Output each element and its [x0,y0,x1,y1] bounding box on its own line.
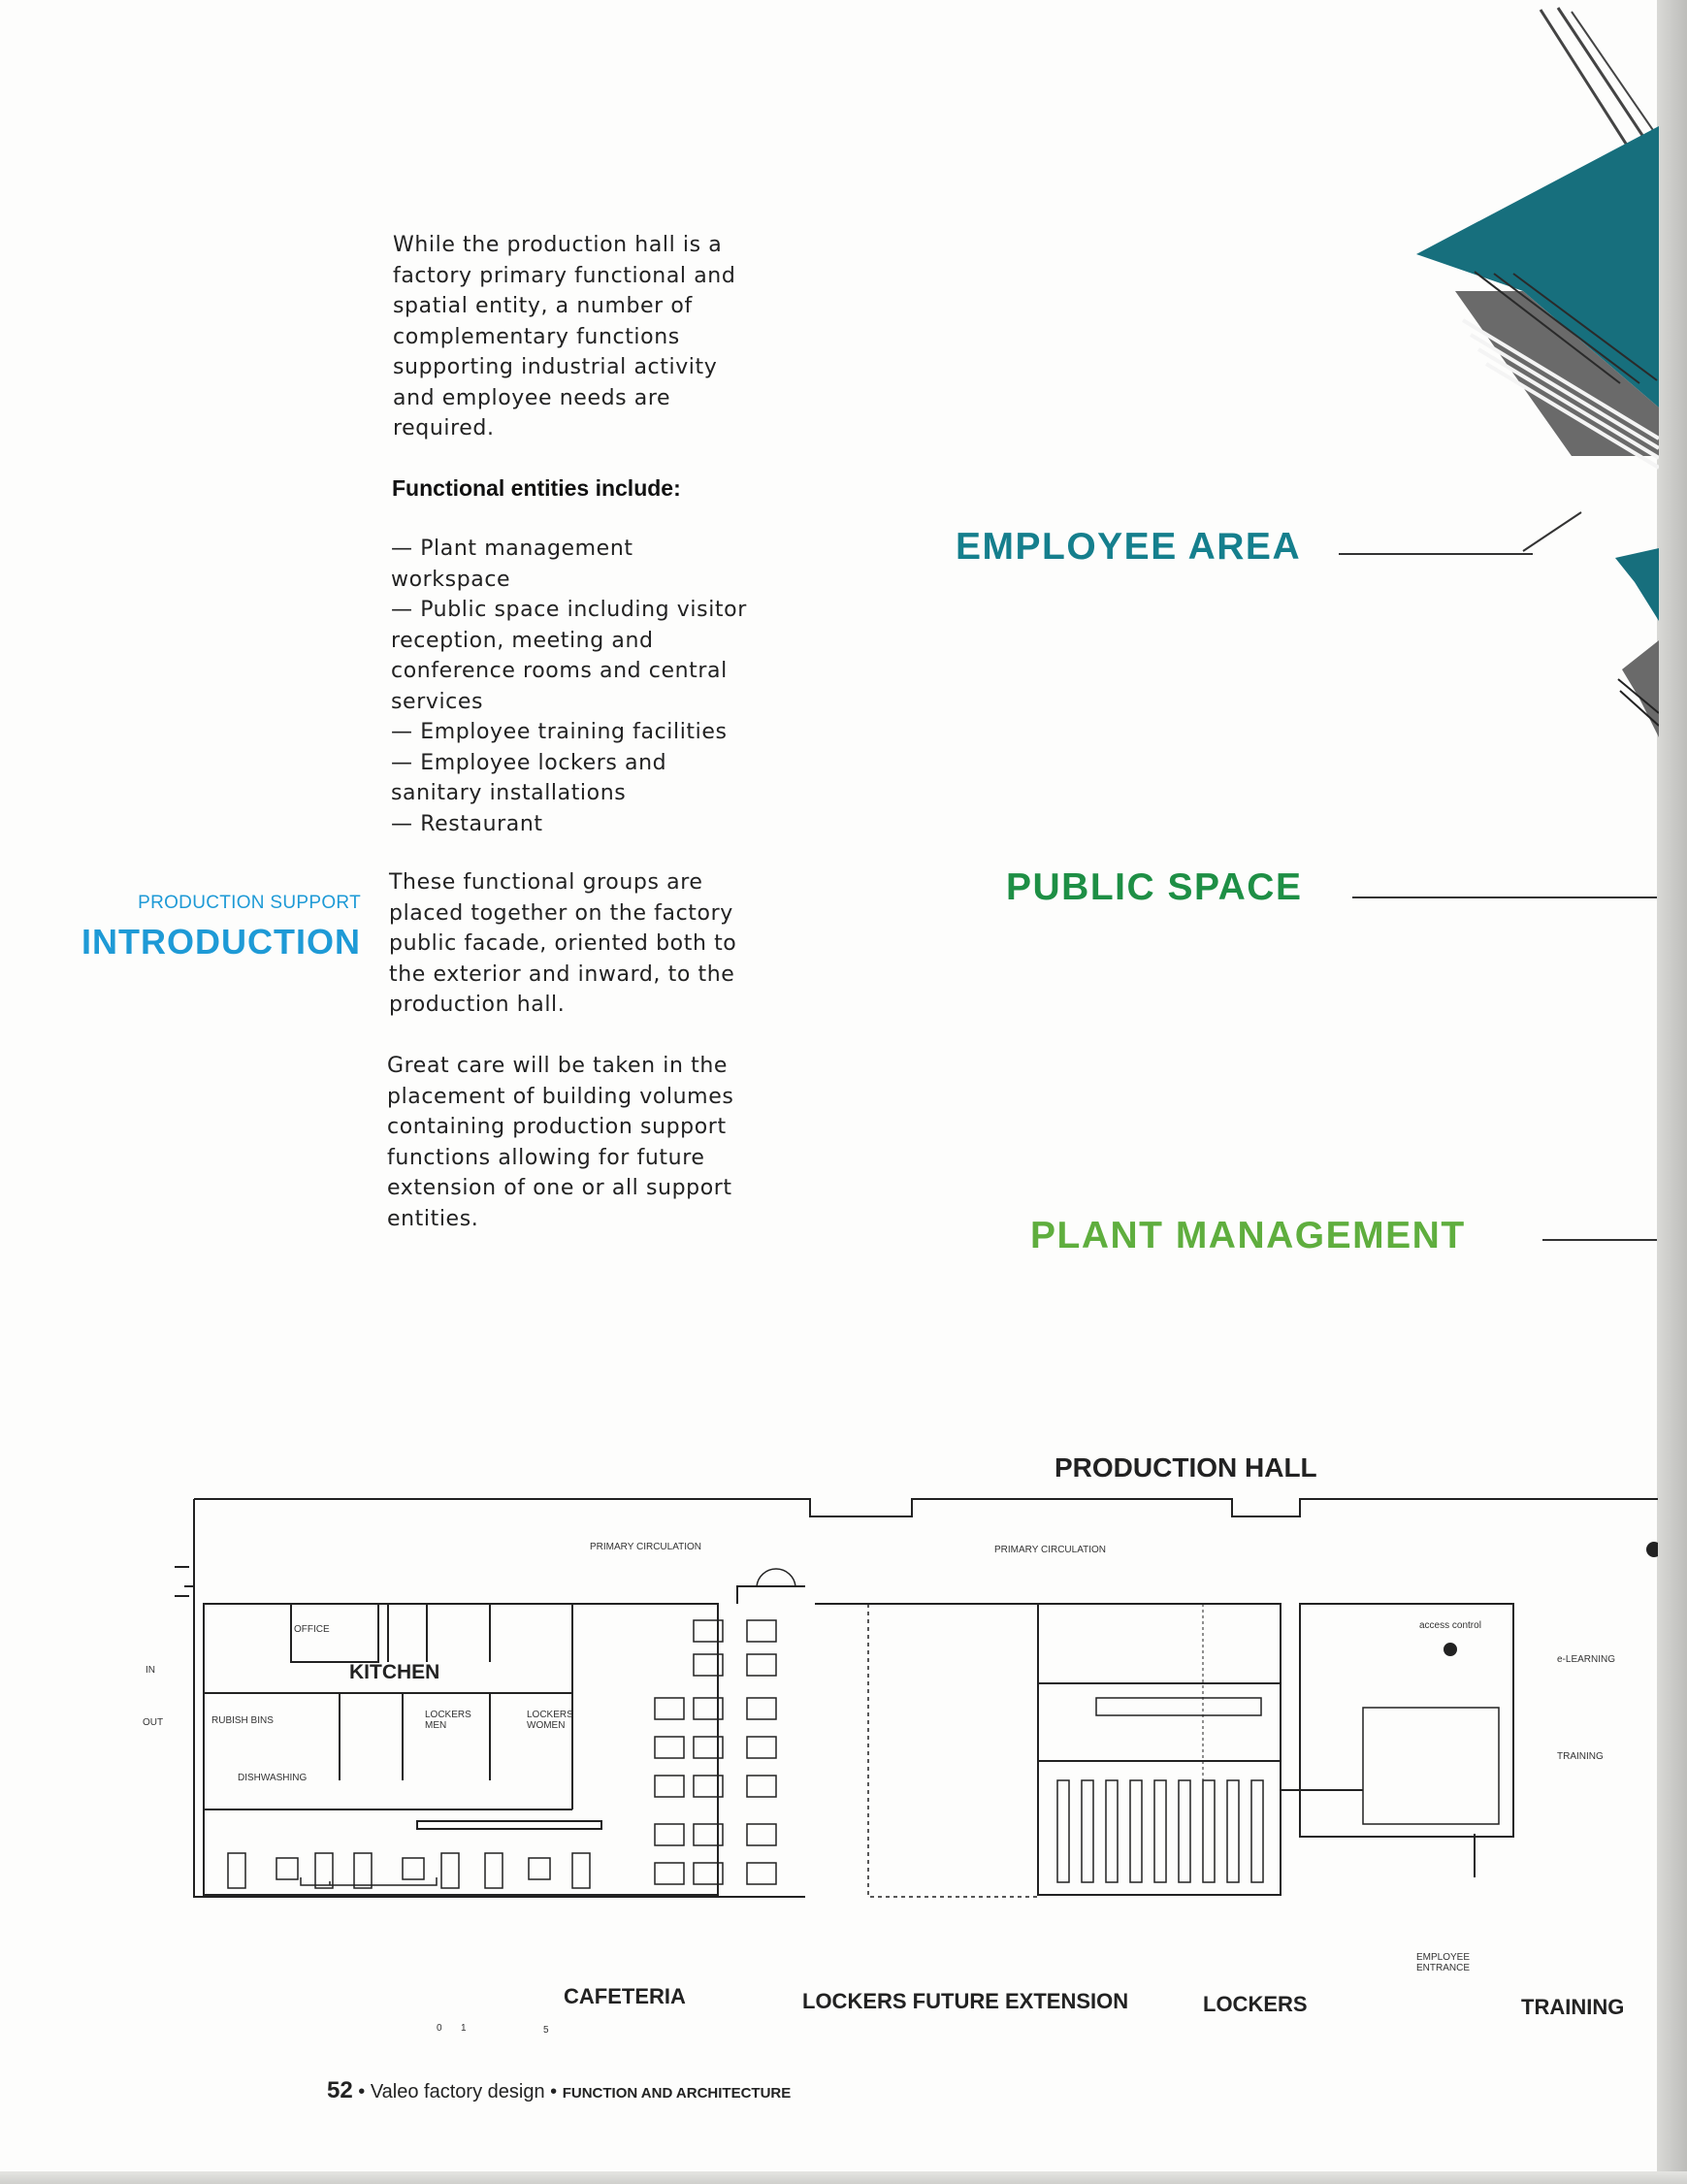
book-title: Valeo factory design [370,2081,545,2103]
callout-line-public [1352,896,1657,898]
label-office: OFFICE [294,1624,330,1635]
intro-paragraph-2: These functional groups are placed together on the factory public facade, oriented both to the exterior and inward, to the production hall. [389,870,737,1017]
floor-plan-drawing [136,1489,1658,1907]
page-footer [327,2077,791,2104]
list-item: — Plant management workspace [391,537,633,592]
zone-training: TRAINING [1521,1995,1625,2019]
label-in: IN [146,1665,155,1676]
label-access-control: access control [1419,1620,1481,1631]
label-kitchen: KITCHEN [349,1661,440,1683]
label-primary-circulation-right: PRIMARY CIRCULATION [994,1545,1107,1555]
label-primary-circulation-left: PRIMARY CIRCULATION [590,1542,702,1552]
scale-five: 5 [543,2025,549,2036]
label-e-learning: e-LEARNING [1557,1654,1616,1665]
section-title: INTRODUCTION [81,922,361,962]
callout-line-plant [1542,1239,1657,1241]
plan-title: PRODUCTION HALL [1054,1452,1317,1483]
label-rubish-bins: RUBISH BINS [211,1715,274,1726]
entities-list [391,534,760,839]
zone-lockers: LOCKERS [1203,1992,1308,2016]
page-edge-shadow [1657,0,1687,2184]
footer-separator: • [550,2081,563,2103]
intro-paragraph-3: Great care will be taken in the placement of building volumes containing production support functions allowing for future extension of one or all support entities. [387,1054,734,1231]
list-item: — Public space including visitor reception, meeting and conference rooms and central services [391,598,747,714]
scale-one: 1 [461,2023,467,2034]
callout-plant-management: PLANT MANAGEMENT [1030,1215,1466,1256]
zone-lockers-future-extension: LOCKERS FUTURE EXTENSION [802,1989,1129,2013]
label-dishwashing: DISHWASHING [238,1773,308,1783]
entities-heading: Functional entities include: [392,475,681,501]
page-number: 52 [327,2077,353,2103]
page-bottom-edge [0,2171,1687,2184]
scale-zero: 0 [437,2023,442,2034]
chapter-title: FUNCTION AND ARCHITECTURE [562,2085,792,2102]
label-out: OUT [143,1717,164,1728]
callout-employee-area: EMPLOYEE AREA [956,526,1302,568]
callout-public-space: PUBLIC SPACE [1006,866,1303,908]
callout-line-employee [1339,553,1533,555]
label-lockers-women: LOCKERS WOMEN [527,1710,573,1731]
intro-paragraph-1: While the production hall is a factory primary functional and spatial entity, a number of complementary functions supporting industrial activity and employee needs are required. [393,233,736,440]
label-lockers-men: LOCKERS MEN [425,1710,471,1731]
section-subtitle: PRODUCTION SUPPORT [138,893,361,913]
label-employee-entrance: EMPLOYEE ENTRANCE [1416,1952,1471,1973]
list-item: — Restaurant [391,811,543,836]
list-item: — Employee lockers and sanitary installations [391,750,667,805]
footer-separator: • [358,2081,371,2103]
zone-cafeteria: CAFETERIA [564,1984,686,2008]
label-training-room: TRAINING [1557,1751,1604,1762]
isometric-building-graphic [1416,0,1659,757]
list-item: — Employee training facilities [391,720,728,744]
